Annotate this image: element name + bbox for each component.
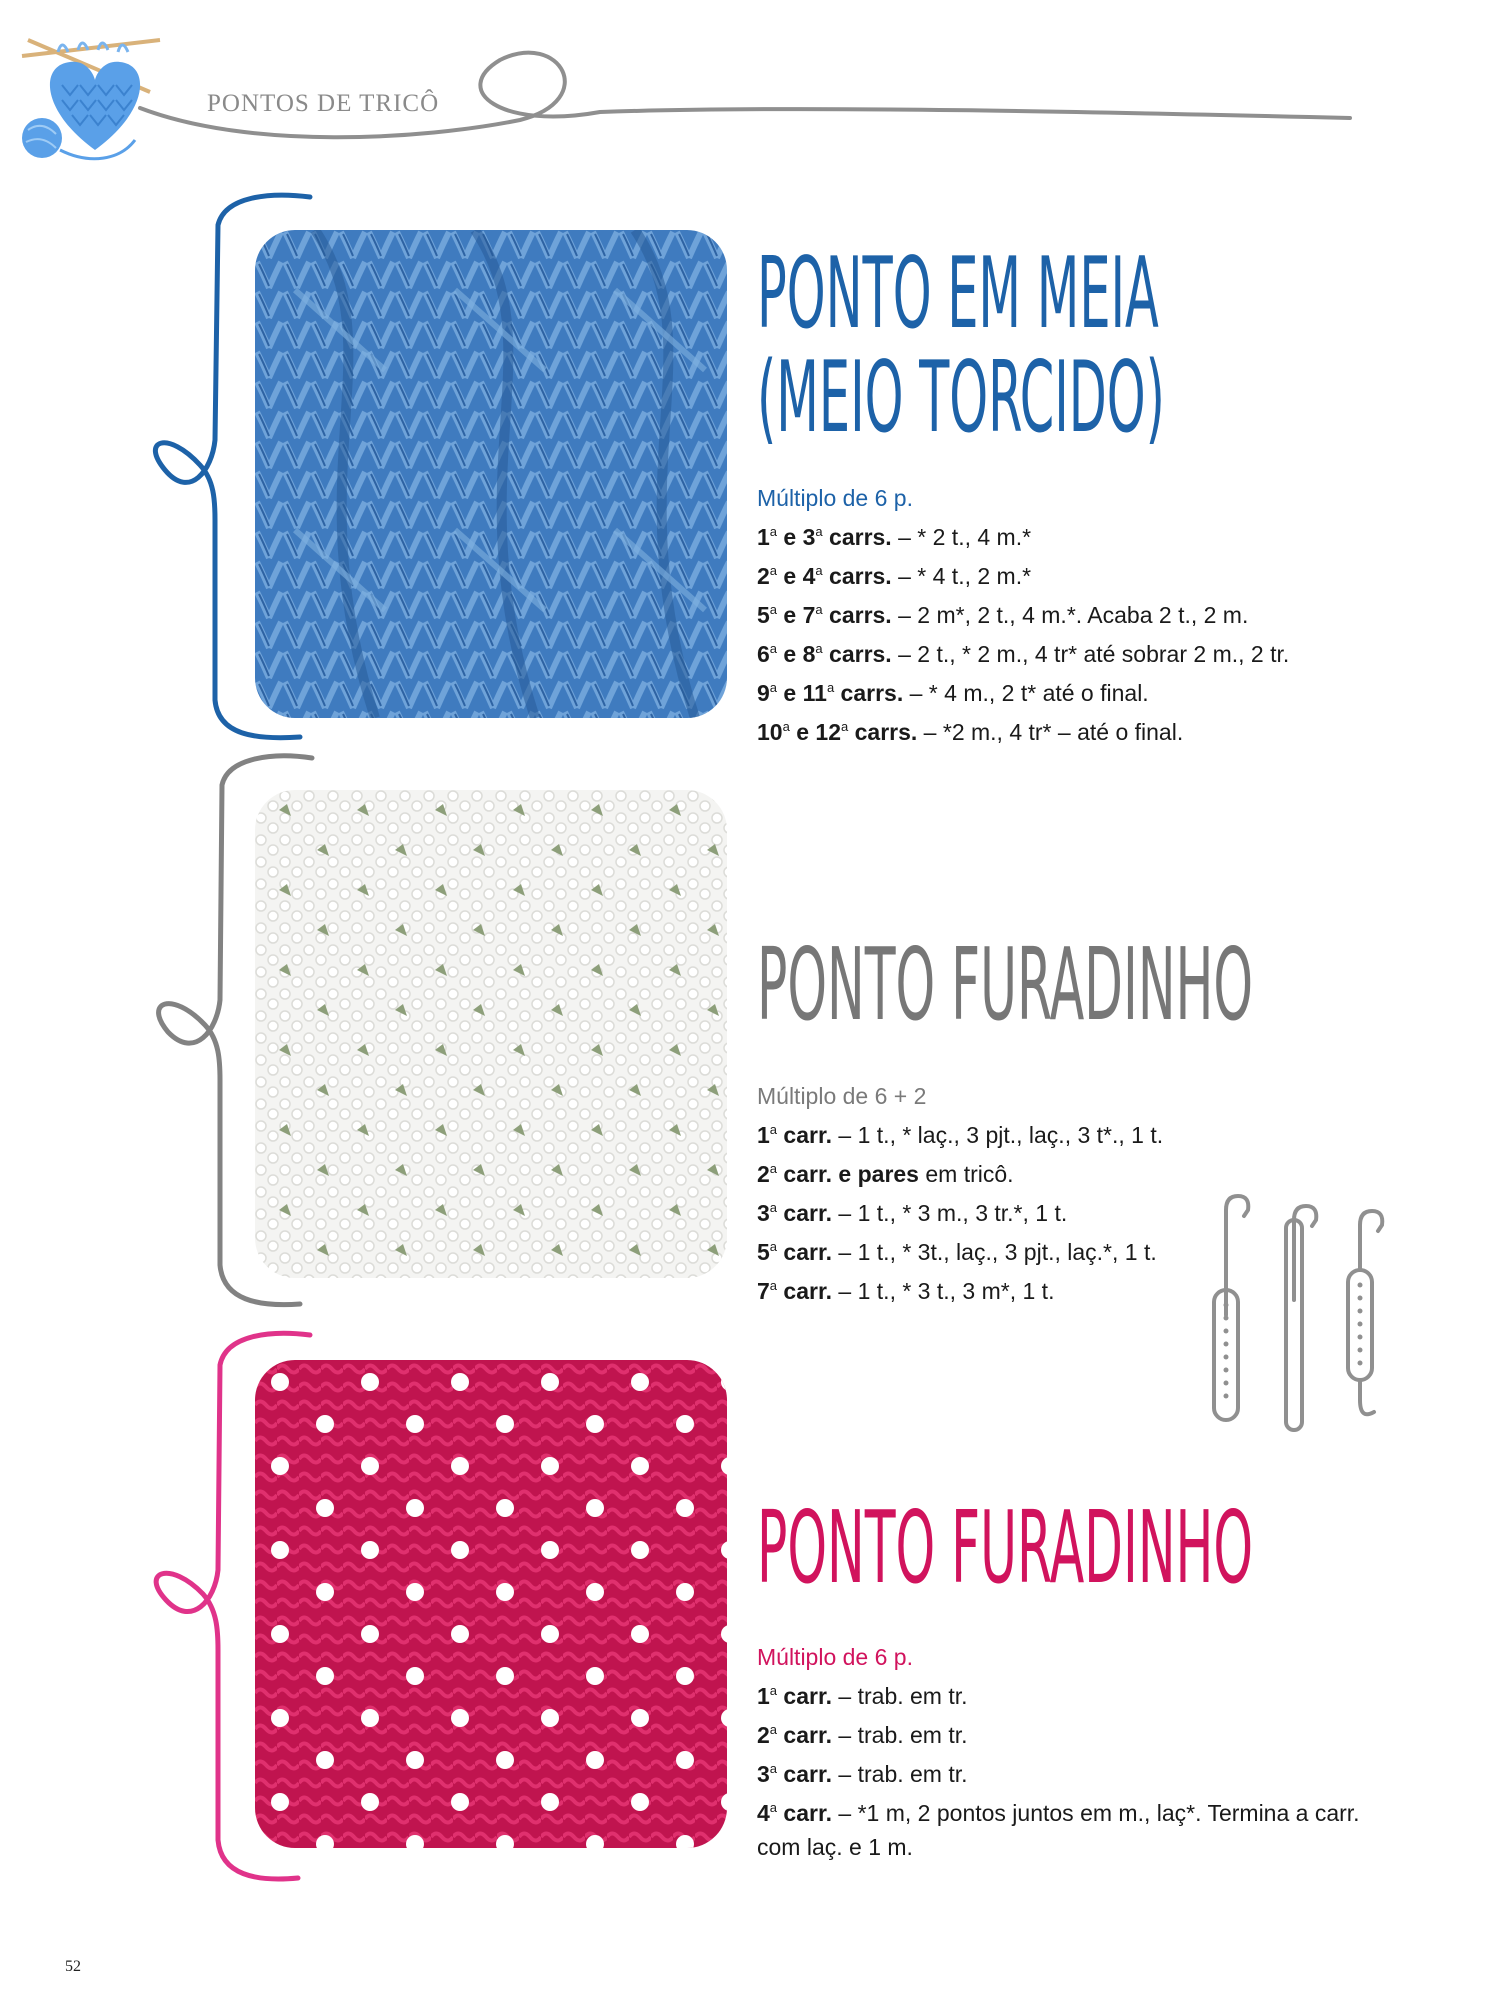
- blue-cable-knit-swatch: [255, 230, 727, 718]
- instruction-row: 9$^a$ e 11$^a$ carrs. – * 4 m., 2 t* até o final.: [757, 680, 1149, 706]
- stitch-title-ponto-furadinho-1: PONTO FURADINHO: [757, 926, 1254, 1043]
- stitch-instructions-3: [757, 1640, 1397, 1864]
- instruction-row: 4$^a$ carr. – *1 m, 2 pontos juntos em m., laç*. Termina a carr. com laç. e 1 m.: [757, 1800, 1360, 1860]
- stitch-instructions-1: [757, 481, 1289, 749]
- instruction-row: 2$^a$ e 4$^a$ carrs. – * 4 t., 2 m.*: [757, 563, 1032, 589]
- stitch-multiple: Múltiplo de 6 p.: [757, 485, 913, 511]
- instruction-row: 3$^a$ carr. – trab. em tr.: [757, 1761, 968, 1787]
- instruction-row: 10$^a$ e 12$^a$ carrs. – *2 m., 4 tr* – até o final.: [757, 719, 1184, 745]
- instruction-row: 5$^a$ e 7$^a$ carrs. – 2 m*, 2 t., 4 m.*. Acaba 2 t., 2 m.: [757, 602, 1249, 628]
- section-header-title: PONTOS DE TRICÔ: [207, 90, 440, 117]
- stitch-title-ponto-em-meia: [757, 237, 1165, 455]
- white-eyelet-knit-swatch: [255, 790, 727, 1278]
- stitch-title-line1: PONTO EM MEIA: [757, 237, 1159, 351]
- stitch-multiple: Múltiplo de 6 + 2: [757, 1083, 927, 1109]
- instruction-row: 7$^a$ carr. – 1 t., * 3 t., 3 m*, 1 t.: [757, 1278, 1055, 1304]
- stitch-title-ponto-furadinho-2: PONTO FURADINHO: [757, 1489, 1254, 1606]
- instruction-row: 6$^a$ e 8$^a$ carrs. – 2 t., * 2 m., 4 tr* até sobrar 2 m., 2 tr.: [757, 641, 1290, 667]
- instruction-row: 1$^a$ carr. – 1 t., * laç., 3 pjt., laç., 3 t*., 1 t.: [757, 1122, 1164, 1148]
- instruction-row: 1$^a$ carr. – trab. em tr.: [757, 1683, 968, 1709]
- instruction-row: 2$^a$ carr. e pares em tricô.: [757, 1161, 1014, 1187]
- instruction-row: 3$^a$ carr. – 1 t., * 3 m., 3 tr.*, 1 t.: [757, 1200, 1068, 1226]
- stitch-instructions-2: [757, 1079, 1163, 1308]
- instruction-row: 1$^a$ e 3$^a$ carrs. – * 2 t., 4 m.*: [757, 524, 1032, 550]
- pink-eyelet-knit-swatch: [255, 1360, 727, 1848]
- stitch-title-line2: (MEIO TORCIDO): [757, 341, 1165, 455]
- instruction-row: 2$^a$ carr. – trab. em tr.: [757, 1722, 968, 1748]
- instruction-row: 5$^a$ carr. – 1 t., * 3t., laç., 3 pjt., laç.*, 1 t.: [757, 1239, 1157, 1265]
- knitting-heart-logo-icon: [22, 40, 160, 159]
- page-number: 52: [65, 1958, 81, 1975]
- stitch-multiple: Múltiplo de 6 p.: [757, 1644, 913, 1670]
- crochet-hooks-icon: [1214, 1196, 1382, 1430]
